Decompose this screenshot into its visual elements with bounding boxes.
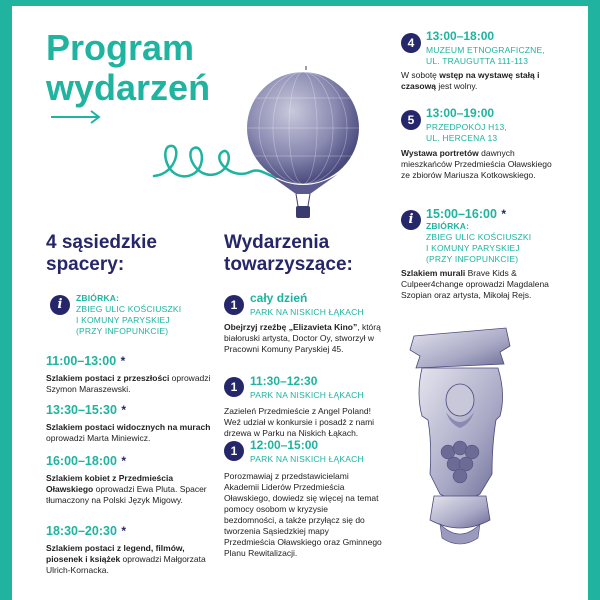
location-number-badge: 1 (224, 377, 244, 397)
event-place: PARK NA NISKICH ŁĄKACH (250, 307, 364, 317)
walk-time: 13:30–15:30 (46, 403, 117, 417)
event-text: dawnych mieszkańców Przedmieścia Oławskiego ze zbiorów Mariusza Kotkowskiego. (401, 148, 552, 180)
mural-meeting-point (426, 221, 531, 265)
location-number-badge: 4 (401, 33, 421, 53)
event-time: 13:00–19:00 (426, 106, 495, 120)
balloon-illustration (238, 66, 368, 226)
meeting-line: I KOMUNY PARYSKIEJ (426, 243, 520, 253)
star-icon: * (501, 207, 507, 221)
event-text-pre: W sobotę (401, 70, 440, 80)
walk-title: Szlakiem postaci z przeszłości (46, 373, 170, 383)
event-text: Zazieleń Przedmieście z Angel Poland! Weź udział w konkursie i posadź z nami drzewa w Parku na Niskich Łąkach. (224, 406, 375, 438)
event-text: Brave Kids & Culpeer4change oprowadzi Magdalena Szopian oraz artysta, Mikołaj Rejs. (401, 268, 549, 300)
sculpture-illustration (400, 324, 520, 554)
location-number-badge: 5 (401, 110, 421, 130)
event-description (224, 406, 382, 439)
event-time: cały dzień (250, 291, 308, 305)
location-number-badge: 1 (224, 441, 244, 461)
event-text: , którą białoruski artysta, Doctor Oy, stworzył w Pracowni Komuny Paryskiej 45. (224, 322, 381, 354)
event-place-line: MUZEUM ETNOGRAFICZNE, (426, 45, 545, 55)
title-line-1: Program (46, 27, 195, 68)
events-heading-line-1: Wydarzenia (224, 232, 330, 253)
meeting-label: ZBIÓRKA: (76, 293, 120, 303)
events-heading (224, 232, 353, 276)
walk-item (46, 352, 216, 395)
title-line-2: wydarzeń (46, 67, 211, 108)
walk-item (46, 452, 216, 506)
event-time: 11:30–12:30 (250, 374, 318, 388)
meeting-line: (PRZY INFOPUNKCIE) (76, 326, 169, 336)
meeting-label: ZBIÓRKA: (426, 221, 470, 231)
star-icon: * (120, 354, 126, 368)
event-description (401, 268, 561, 301)
arrow-right-icon (50, 110, 102, 124)
meeting-line: I KOMUNY PARYSKIEJ (76, 315, 170, 325)
walk-time: 18:30–20:30 (46, 524, 117, 538)
event-time: 12:00–15:00 (250, 438, 319, 452)
walk-guide: oprowadzi Marta Miniewicz. (46, 433, 151, 443)
event-highlight: Szlakiem murali (401, 268, 466, 278)
walk-time: 11:00–13:00 (46, 354, 117, 368)
event-description (401, 70, 561, 92)
event-place (426, 45, 545, 67)
event-description (224, 471, 382, 559)
event-description (401, 148, 561, 181)
event-time: 13:00–18:00 (426, 29, 495, 43)
star-icon: * (121, 524, 127, 538)
meeting-line: (PRZY INFOPUNKCIE) (426, 254, 519, 264)
event-highlight: wstęp na wystawę stałą i czasową (401, 70, 540, 91)
walks-heading-line-1: 4 sąsiedzkie (46, 232, 157, 253)
walk-guide: oprowadzi Ewa Pluta. Spacer tłumaczony na Polski Język Migowy. (46, 484, 207, 505)
walk-title: Szlakiem postaci widocznych na murach (46, 422, 211, 432)
event-time: 15:00–16:00 (426, 207, 497, 221)
meeting-line: ZBIEG ULIC KOŚCIUSZKI (76, 304, 182, 314)
page-title (46, 28, 210, 108)
walk-time: 16:00–18:00 (46, 454, 117, 468)
walk-title: Szlakiem postaci z legend, filmów, piosenek i książek (46, 543, 185, 564)
walks-heading (46, 232, 157, 276)
event-place: PARK NA NISKICH ŁĄKACH (250, 454, 364, 464)
star-icon: * (121, 454, 127, 468)
walks-meeting-point (76, 293, 181, 337)
walk-guide: oprowadzi Małgorzata Ulrich-Kornacka. (46, 554, 206, 575)
events-heading-line-2: towarzyszące: (224, 254, 353, 275)
info-icon: i (50, 295, 70, 315)
event-place-line: UL. TRAUGUTTA 111-113 (426, 56, 529, 66)
walks-heading-line-2: spacery: (46, 254, 125, 275)
location-number-badge: 1 (224, 295, 244, 315)
walk-title: Szlakiem kobiet z Przedmieścia Oławskiego (46, 473, 174, 494)
event-text: jest wolny. (435, 81, 478, 91)
program-page (12, 6, 588, 600)
info-icon: i (401, 210, 421, 230)
walk-item (46, 522, 216, 576)
event-highlight: Obejrzyj rzeźbę „Elizavieta Kino” (224, 322, 358, 332)
event-text: Porozmawiaj z przedstawicielami Akademii Liderów Przedmieścia Oławskiego, dowiedz się więcej na temat pomocy osobom w kryzysie bezdomności, a także przyłącz się do tworzenia Sąsiedzkiej mapy Przedmieścia Oławskiego oraz Gminnego Planu Rewitalizacji. (224, 471, 382, 558)
meeting-line: ZBIEG ULIC KOŚCIUSZKI (426, 232, 532, 242)
walk-item (46, 401, 216, 444)
star-icon: * (121, 403, 127, 417)
event-description (224, 322, 382, 355)
event-place-line: UL. HERCENA 13 (426, 133, 498, 143)
event-place-line: PRZEDPOKÓJ H13, (426, 122, 507, 132)
walk-guide: oprowadzi Szymon Maraszewski. (46, 373, 211, 394)
event-place (426, 122, 507, 144)
event-highlight: Wystawa portretów (401, 148, 479, 158)
event-place: PARK NA NISKICH ŁĄKACH (250, 390, 364, 400)
